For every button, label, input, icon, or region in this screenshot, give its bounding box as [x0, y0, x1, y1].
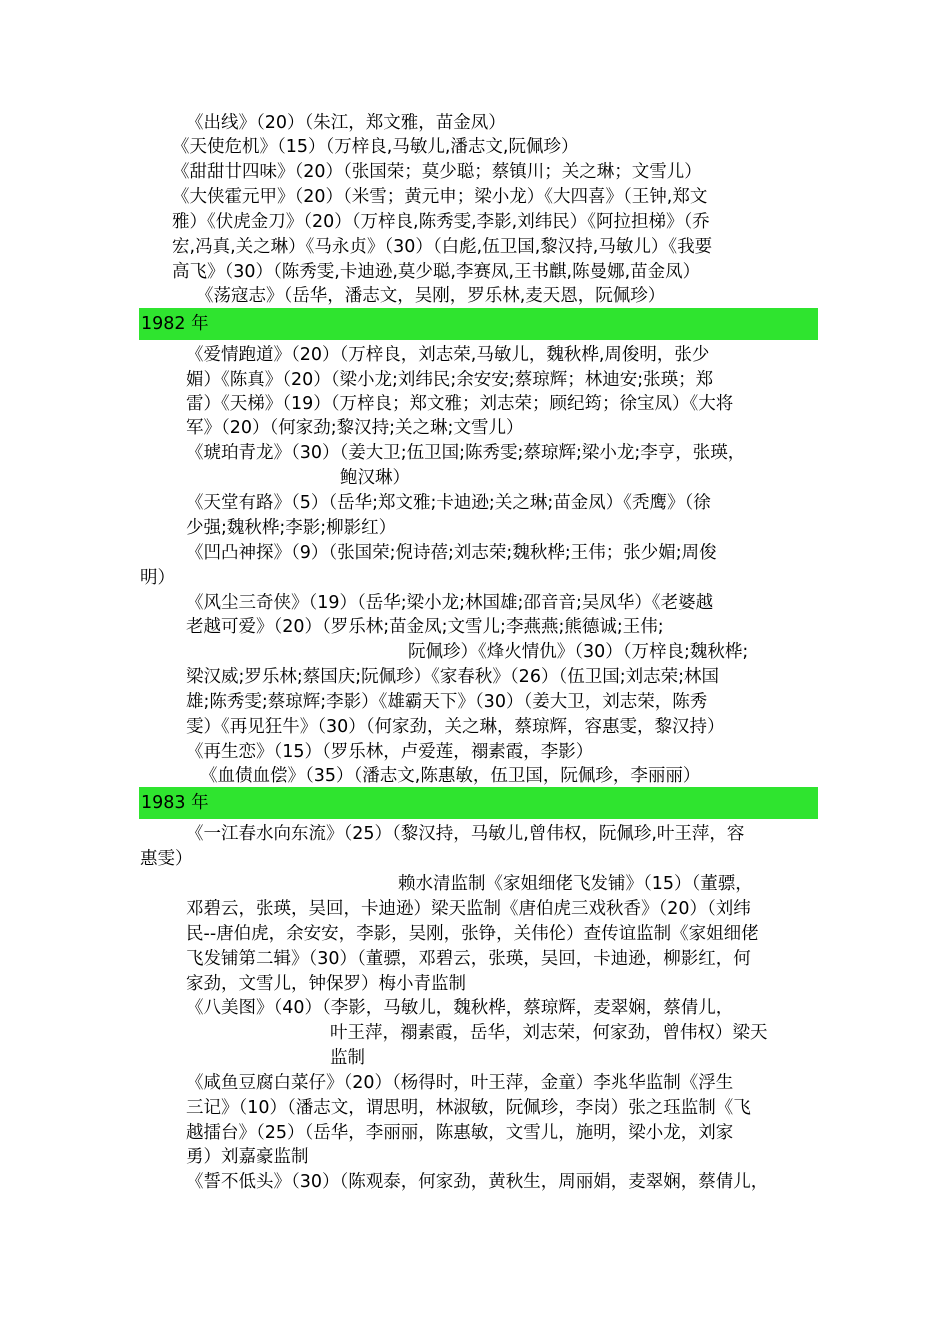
text-line: 媚）《陈真》（20）（梁小龙;刘纬民;余安安;蔡琼辉；林迪安;张瑛；郑: [186, 370, 714, 390]
text-line: 飞发铺第二辑》（30）（董骠，邓碧云，张瑛，吴回，卡迪逊，柳影红，何: [186, 949, 751, 969]
text-line: 《八美图》（40）（李影，马敏儿，魏秋桦，蔡琼辉，麦翠娴，蔡倩儿，: [186, 998, 734, 1018]
text-line: 老越可爱》（20）（罗乐林;苗金凤;文雪儿;李燕燕;熊德诚;王伟;: [186, 617, 664, 637]
text-line: 宏,冯真,关之琳）《马永贞》（30）（白彪,伍卫国,黎汉持,马敏儿）《我要: [172, 237, 713, 257]
text-line: 雷）《天梯》（19）（万梓良；郑文雅；刘志荣；顾纪筠；徐宝凤）《大将: [186, 394, 734, 414]
text-line: 家劲，文雪儿，钟保罗）梅小青监制: [186, 974, 466, 994]
text-line: 高飞》（30）（陈秀雯,卡迪逊,莫少聪,李赛凤,王书麒,陈曼娜,苗金凤）: [172, 262, 701, 282]
text-line: 《咸鱼豆腐白菜仔》（20）（杨得时，叶王萍，金童）李兆华监制《浮生: [186, 1073, 734, 1093]
text-line: 《爱情跑道》（20）（万梓良，刘志荣,马敏儿，魏秋桦,周俊明，张少: [186, 345, 710, 365]
text-line: 三记》（10）（潘志文，谓思明，林淑敏，阮佩珍，李岗）张之珏监制《飞: [186, 1098, 751, 1118]
text-line: 雅）《伏虎金刀》（20）（万梓良,陈秀雯,李影,刘纬民）《阿拉担梯》（乔: [172, 212, 710, 232]
text-line: 赖水清监制《家姐细佬飞发铺》（15）（董骠，: [398, 874, 753, 894]
text-line: 监制: [330, 1048, 365, 1068]
text-line: 叶王萍，禤素霞，岳华，刘志荣，何家劲，曾伟权）梁天: [330, 1023, 768, 1043]
text-line: 惠雯）: [140, 849, 193, 869]
text-line: 《甜甜廿四味》（20）（张国荣；莫少聪；蔡镇川；关之琳；文雪儿）: [172, 162, 702, 182]
text-line: 明）: [140, 568, 175, 588]
text-line: 越擂台》（25）（岳华，李丽丽，陈惠敏，文雪儿，施明，梁小龙，刘家: [186, 1123, 734, 1143]
year-header-1983: [139, 787, 818, 819]
year-header-1982: [139, 308, 818, 340]
text-line: 雯）《再见狂牛》（30）（何家劲，关之琳，蔡琼辉，容惠雯，黎汉持）: [186, 717, 725, 737]
text-line: 邓碧云，张瑛，吴回，卡迪逊）梁天监制《唐伯虎三戏秋香》（20）（刘纬: [186, 899, 751, 919]
text-line: 雄;陈秀雯;蔡琼辉;李影）《雄霸天下》（30）（姜大卫，刘志荣，陈秀: [186, 692, 708, 712]
text-line: 《血债血偿》（35）（潘志文,陈惠敏，伍卫国，阮佩珍，李丽丽）: [200, 766, 701, 786]
text-line: 《琥珀青龙》（30）（姜大卫;伍卫国;陈秀雯;蔡琼辉;梁小龙;李亨，张瑛，: [186, 443, 746, 463]
text-line: 《誓不低头》（30）（陈观泰，何家劲，黄秋生，周丽娟，麦翠娴，蔡倩儿，: [186, 1172, 769, 1192]
text-line: 民--唐伯虎，余安安，李影，吴刚，张铮，关伟伦）查传谊监制《家姐细佬: [186, 924, 759, 944]
text-line: 《天堂有路》（5）（岳华;郑文雅;卡迪逊;关之琳;苗金凤）《秃鹰》（徐: [186, 493, 711, 513]
text-line: 《凹凸神探》（9）（张国荣;倪诗蓓;刘志荣;魏秋桦;王伟；张少媚;周俊: [186, 543, 717, 563]
year-label: 1983 年: [141, 793, 209, 813]
text-line: 《风尘三奇侠》（19）（岳华;梁小龙;林国雄;邵音音;吴凤华）《老婆越: [186, 593, 714, 613]
text-line: 少强;魏秋桦;李影;柳影红）: [186, 518, 397, 538]
text-line: 勇）刘嘉豪监制: [186, 1147, 309, 1167]
text-line: 《荡寇志》（岳华，潘志文，吴刚，罗乐林,麦天恩，阮佩珍）: [196, 286, 666, 306]
text-line: 《一江春水向东流》（25）（黎汉持，马敏儿,曾伟权，阮佩珍,叶王萍，容: [186, 824, 745, 844]
year-label: 1982 年: [141, 314, 209, 334]
text-line: 《再生恋》（15）（罗乐林，卢爱莲，禤素霞，李影）: [186, 742, 594, 762]
text-line: 鲍汉琳）: [340, 468, 410, 488]
text-line: 军》（20）（何家劲;黎汉持;关之琳;文雪儿）: [186, 418, 524, 438]
text-line: 《大侠霍元甲》（20）（米雪；黄元申；梁小龙）《大四喜》（王钟,郑文: [172, 187, 708, 207]
text-line: 《出线》（20）（朱江，郑文雅，苗金凤）: [186, 113, 506, 133]
text-line: 《天使危机》（15）（万梓良,马敏儿,潘志文,阮佩珍）: [172, 137, 579, 157]
text-line: 阮佩珍）《烽火情仇》（30）（万梓良;魏秋桦;: [408, 642, 749, 662]
text-line: 梁汉威;罗乐林;蔡国庆;阮佩珍）《家春秋》（26）（伍卫国;刘志荣;林国: [186, 667, 719, 687]
